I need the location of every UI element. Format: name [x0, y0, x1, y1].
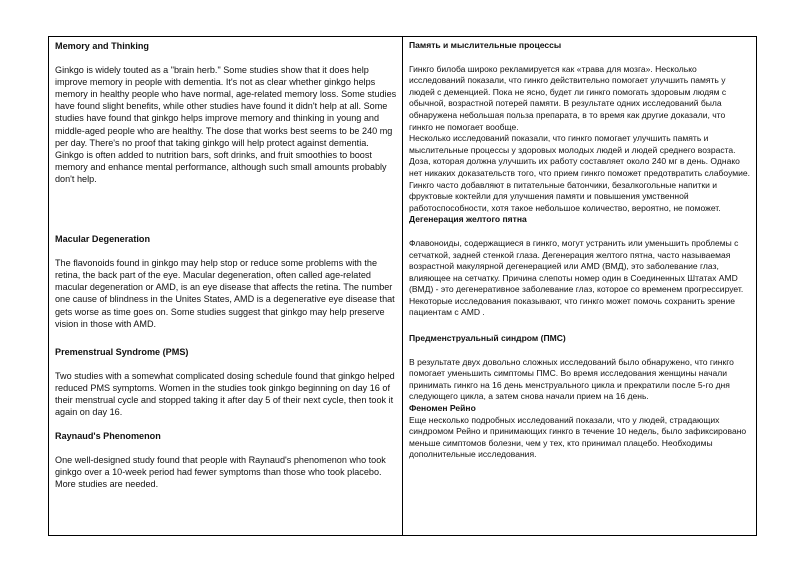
raynaud-body-en: One well-designed study found that people with Raynaud's phenomenon who took ginkgo over a 10-week period had fewer symptoms than those who took placebo. More studies are needed. [55, 455, 386, 490]
macular-body-en: The flavonoids found in ginkgo may help stop or reduce some problems with the retina, the back part of the eye. Macular degeneration, often called age-related macular degeneration or AMD, is an eye disease that affects the retina. The number one cause of blindness in the Unites States, AMD is a degenerative eye disease that gets worse as time goes on. Some studies suggest that ginkgo may help preserve vision in those with AMD. [55, 258, 395, 329]
memory-body-ru-2: Несколько исследований показали, что гинкго помогает улучшить память и мыслительные процессы у здоровых молодых людей и людей среднего возраста. Доза, которая должна улучшить их работу составляет около 240 мг в день. Однако нет никаких доказательств того, что прием гинкго поможет предотвратить слабоумие. Гинкго часто добавляют в питательные батончики, безалкогольные напитки и фруктовые коктейли для улучшения памяти и повышения умственной работоспособности, хотя такое небольшое количество, вероятно, не поможет. [409, 133, 751, 213]
raynaud-heading-ru: Феномен Рейно [409, 403, 476, 414]
english-column [49, 37, 403, 536]
macular-heading-ru: Дегенерация желтого пятна [409, 214, 527, 225]
raynaud-body-ru: Еще несколько подробных исследований показали, что у людей, страдающих синдромом Рейно и принимающих гинкго в течение 10 недель, было зафиксировано меньше симптомов болезни, чем у тех, кто принимал плацебо. Необходимы дополнительные исследования. [409, 414, 747, 460]
pms-heading-en: Premenstrual Syndrome (PMS) [55, 346, 189, 357]
raynaud-heading-en: Raynaud's Phenomenon [55, 431, 161, 442]
pms-body-ru: В результате двух довольно сложных исследований было обнаружено, что гинкго помогает уменьшить симптомы ПМС. Во время исследования женщины начали принимать гинкго на 16 день менструального цикла и прекратили после 5-го дня следующего цикла, а затем снова начали прием на 16 день. [409, 356, 734, 402]
macular-body-ru: Флавоноиды, содержащиеся в гинкго, могут устранить или уменьшить проблемы с сетчаткой, задней стенкой глаза. Дегенерация желтого пятна, часто называемая возрастной макулярной дегенерацией или AMD (ВМД), это заболевание глаз, влияющее на сетчатку. Причина слепоты номер один в Соединенных Штатах AMD (ВМД) - это дегенеративное заболевание глаз, которое со временем прогрессирует. Некоторые исследования показывают, что гинкго может помочь сохранить зрение пациентам с AMD . [409, 237, 744, 318]
memory-body-ru-1: Гинкго билоба широко рекламируется как «трава для мозга». Несколько исследований показали, что гинкго действительно помогает улучшить память у людей с деменцией. Пока не ясно, будет ли гинкго помогать здоровым людям с обычной, возрастной потерей памяти. В результате одних исследований была обнаружена небольшая польза препарата, в то время как другие доказали, что гинкго не помогает вообще. [409, 63, 727, 132]
pms-heading-ru: Предменструальный синдром (ПМС) [409, 333, 566, 344]
table-row [49, 37, 757, 536]
bilingual-table [48, 36, 757, 536]
memory-heading-ru: Память и мыслительные процессы [409, 40, 562, 50]
memory-heading-en: Memory and Thinking [55, 41, 149, 51]
pms-body-en: Two studies with a somewhat complicated dosing schedule found that ginkgo helped reduced PMS symptoms. Women in the studies took ginkgo beginning on day 16 of their menstrual cycle and stopped taking it after day 5 of their next cycle, then took it again on day 16. [55, 370, 395, 418]
russian-column [403, 37, 757, 536]
memory-body-en: Ginkgo is widely touted as a "brain herb." Some studies show that it does help improve memory in people with dementia. It's not as clear whether ginkgo helps memory in healthy people who have normal, age-related memory loss. Some studies have found slight benefits, while other studies have found it didn't help at all. Some studies have found that ginkgo helps improve memory and thinking in young and middle-aged people who are healthy. The dose that works best seems to be 240 mg per day. There's no proof that taking ginkgo will help protect against dementia. Ginkgo is often added to nutrition bars, soft drinks, and fruit smoothies to boost memory and enhance mental performance, although such small amounts probably don't help. [55, 65, 397, 184]
macular-heading-en: Macular Degeneration [55, 234, 151, 245]
